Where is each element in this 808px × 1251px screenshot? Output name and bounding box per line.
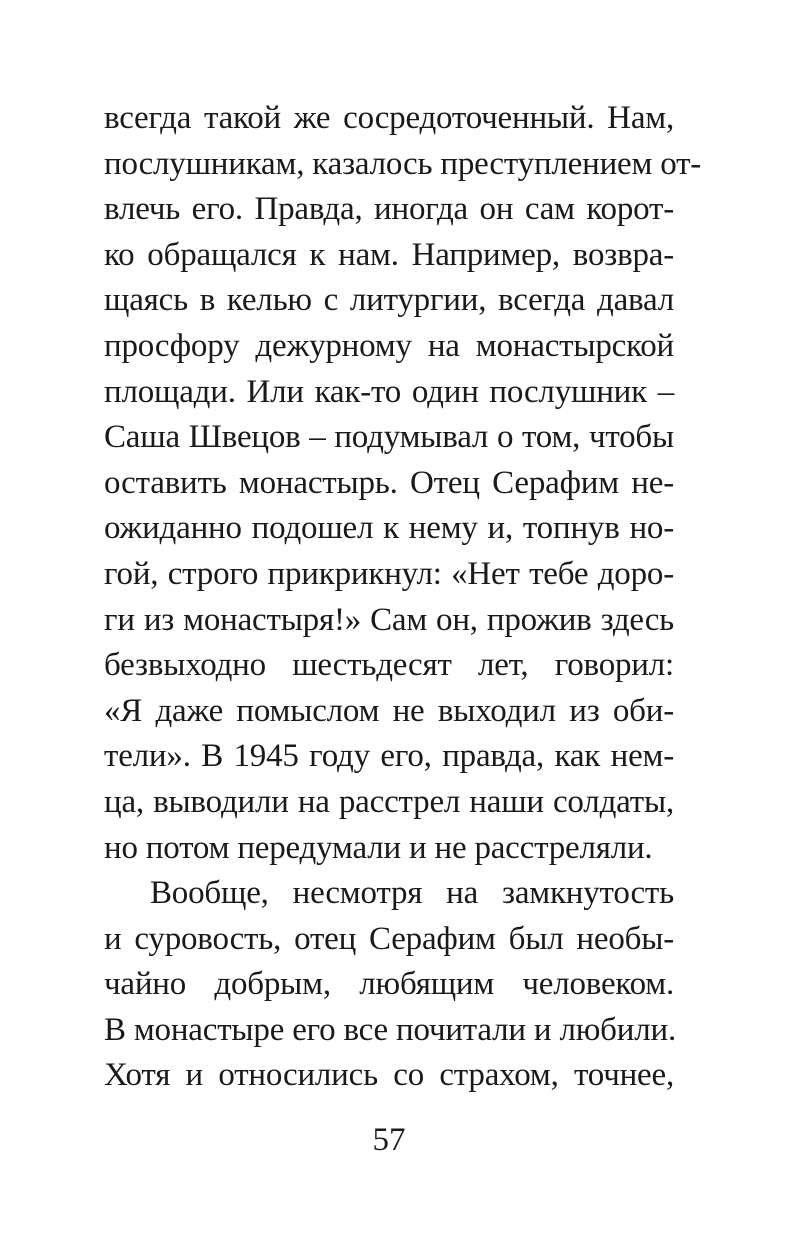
text-line: «Я даже помыслом не выходил из оби- <box>104 692 674 729</box>
text-line: и суровость, отец Серафим был необы- <box>104 920 674 957</box>
text-line: ко обращался к нам. Например, возвра- <box>104 236 674 273</box>
body-text <box>104 96 702 1099</box>
text-line: оставить монастырь. Отец Серафим не- <box>104 464 674 501</box>
text-line: тели». В 1945 году его, правда, как нем- <box>104 738 674 775</box>
page-number: 57 <box>372 1122 406 1158</box>
text-line: гой, строго прикрикнул: «Нет тебе доро- <box>104 555 674 592</box>
text-line: Хотя и относились со страхом, точнее, <box>104 1057 674 1094</box>
text-line: влечь его. Правда, иногда он сам корот- <box>104 191 674 228</box>
text-line: но потом передумали и не расстреляли. <box>104 829 653 866</box>
text-line: чайно добрым, любящим человеком. <box>104 966 674 1003</box>
text-line: щаясь в келью с литургии, всегда давал <box>104 282 674 319</box>
text-line: ца, выводили на расстрел наши солдаты, <box>104 783 674 820</box>
text-line: ожиданно подошел к нему и, топнув но- <box>104 510 674 547</box>
text-line: ги из монастыря!» Сам он, прожив здесь <box>104 601 674 638</box>
text-line-paragraph-start: Вообще, несмотря на замкнутость <box>150 875 674 912</box>
text-line: В монастыре его все почитали и любили. <box>104 1011 676 1048</box>
text-line: площади. Или как-то один послушник – <box>104 373 674 410</box>
text-line: послушникам, казалось преступлением от- <box>104 145 702 182</box>
text-line: Саша Швецов – подумывал о том, чтобы <box>104 419 674 456</box>
text-line: всегда такой же сосредоточенный. Нам, <box>104 100 674 136</box>
text-line: безвыходно шестьдесят лет, говорил: <box>104 647 674 684</box>
text-line: просфору дежурному на монастырской <box>104 327 674 364</box>
